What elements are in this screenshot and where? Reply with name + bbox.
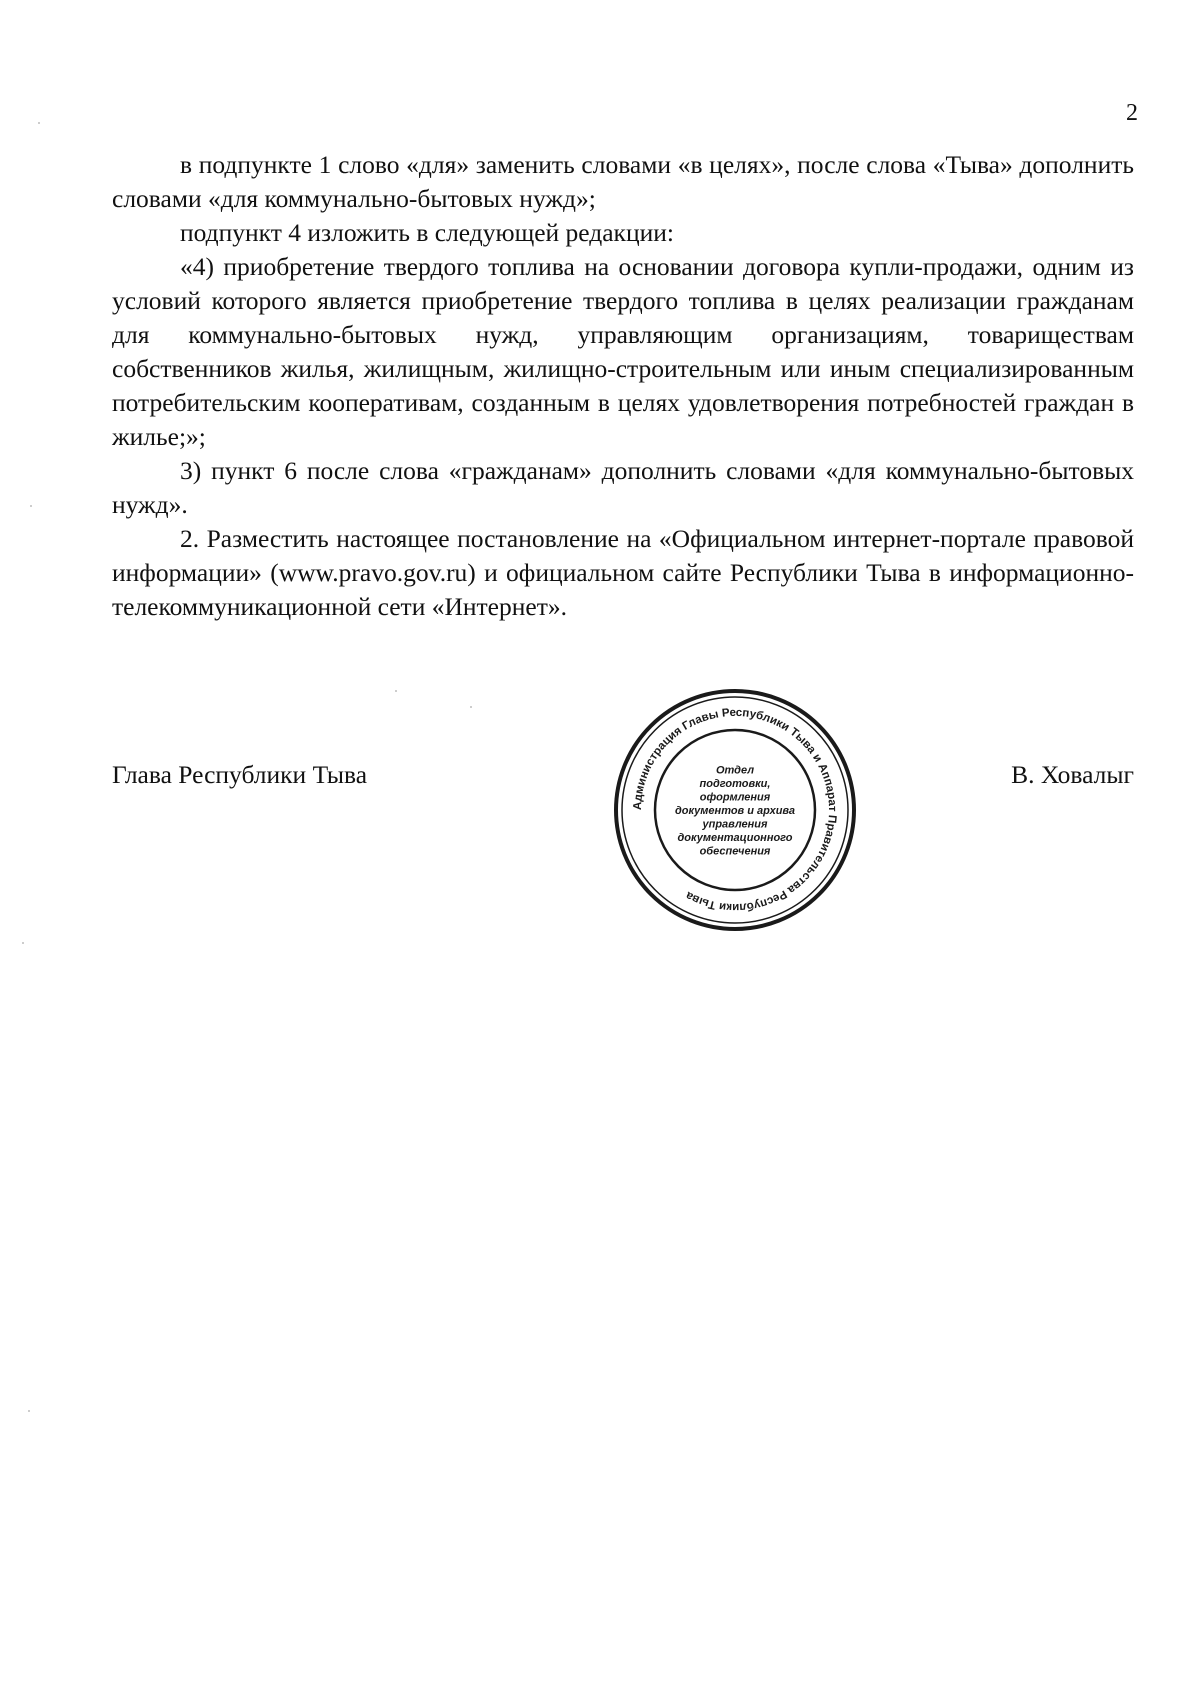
- seal-center-line: подготовки,: [699, 778, 771, 790]
- scan-speck: [22, 942, 24, 944]
- scan-speck: [28, 1410, 30, 1412]
- paragraph: подпункт 4 изложить в следующей редакции:: [180, 218, 674, 247]
- seal-center-line: документационного: [677, 832, 793, 844]
- seal-ring-text: Администрация Главы Республики Тыва и Аппарат Правительства Республики Тыва: [631, 706, 839, 914]
- scan-speck: [30, 505, 32, 507]
- scan-speck: [38, 122, 40, 124]
- paragraph: 2. Разместить настоящее постановление на «Официальном интернет-портале правовой информации» (www.pravo.gov.ru) и официальном сайте Республики Тыва в информационно-телекоммуникационной сети «Интернет».: [112, 524, 1134, 621]
- scan-speck: [470, 706, 472, 708]
- seal-center-line: Отдел: [715, 764, 755, 777]
- official-seal: [612, 687, 858, 933]
- signatory-title: Глава Республики Тыва: [112, 760, 368, 789]
- scan-speck: [395, 690, 397, 692]
- paragraph: 3) пункт 6 после слова «гражданам» дополнить словами «для коммунально-бытовых нужд».: [112, 456, 1134, 519]
- document-body: [112, 148, 1134, 624]
- seal-center-line: управления: [702, 818, 768, 831]
- seal-center-text: [675, 765, 795, 858]
- seal-center-line: оформления: [699, 791, 771, 804]
- page-number: 2: [1126, 100, 1138, 126]
- signatory-name: В. Ховалыг: [1011, 760, 1134, 789]
- paragraph: в подпункте 1 слово «для» заменить словами «в целях», после слова «Тыва» дополнить словами «для коммунально-бытовых нужд»;: [112, 150, 1134, 213]
- seal-center-line: обеспечения: [699, 845, 771, 858]
- seal-center-line: документов и архива: [674, 805, 796, 817]
- paragraph: «4) приобретение твердого топлива на основании договора купли-продажи, одним из условий которого является приобретение твердого топлива в целях реализации гражданам для коммунально-бытовых нужд, управляющим организациям, товариществам собственников жилья, жилищным, жилищно-строительным или иным специализированным потребительским кооперативам, созданным в целях удовлетворения потребностей граждан в жилье;»;: [112, 252, 1134, 451]
